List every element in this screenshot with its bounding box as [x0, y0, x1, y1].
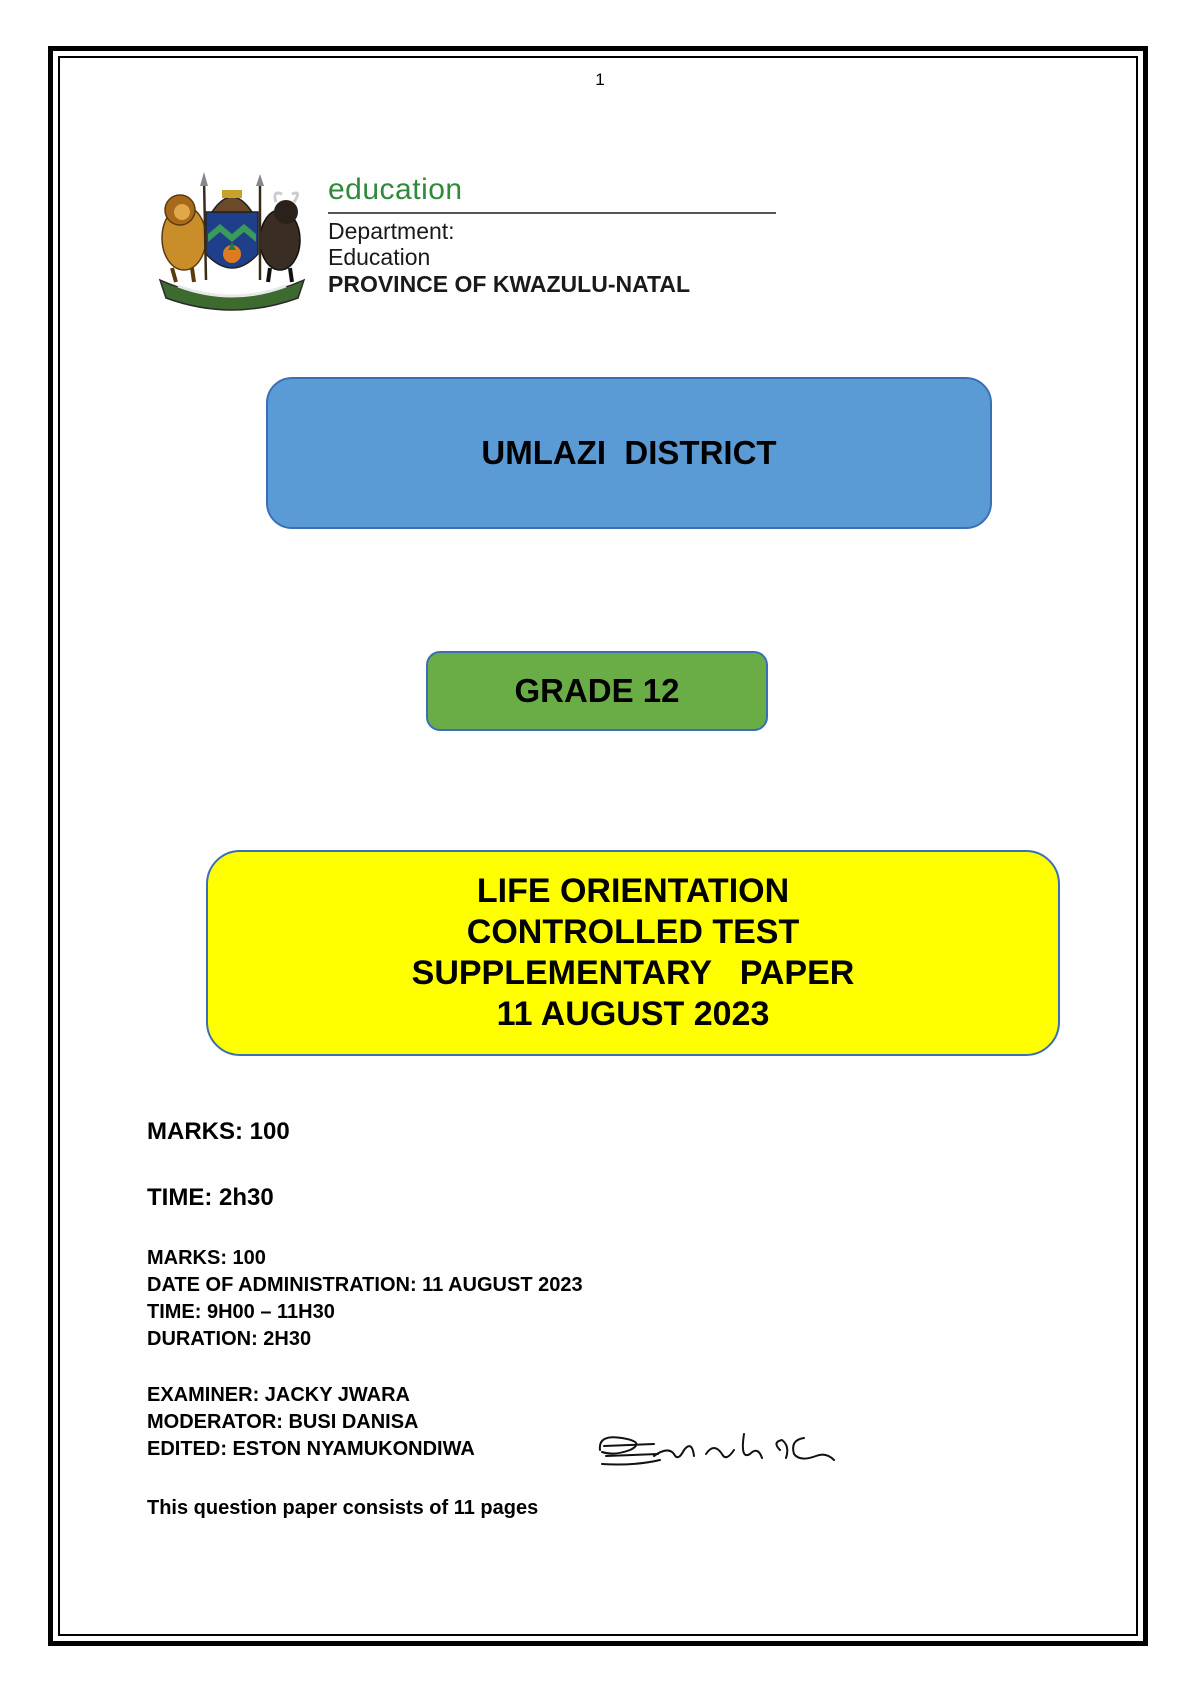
pages-note: This question paper consists of 11 pages: [147, 1497, 539, 1519]
logo-department-name: Education: [328, 244, 431, 270]
logo-text: [328, 174, 778, 298]
examiner: EXAMINER: JACKY JWARA: [147, 1384, 410, 1406]
administration-details: [147, 1245, 583, 1353]
moderator: MODERATOR: BUSI DANISA: [147, 1411, 419, 1433]
staff-details: [147, 1382, 475, 1463]
time-summary: TIME: 2h30: [147, 1184, 274, 1211]
coat-of-arms-icon: [148, 172, 316, 312]
subject-line: SUPPLEMENTARY PAPER: [411, 954, 855, 992]
grade-banner: [426, 651, 768, 731]
editor: EDITED: ESTON NYAMUKONDIWA: [147, 1438, 475, 1460]
details-marks: MARKS: 100: [147, 1247, 266, 1269]
subject-line: LIFE ORIENTATION: [476, 872, 790, 910]
page-number: 1: [595, 70, 605, 89]
district-banner: [266, 377, 992, 529]
district-title: UMLAZI DISTRICT: [481, 434, 777, 471]
logo-wordmark: education: [328, 173, 463, 206]
marks-summary: MARKS: 100: [147, 1118, 290, 1145]
logo-divider: [328, 212, 776, 214]
department-logo: [148, 172, 782, 312]
subject-line: CONTROLLED TEST: [466, 913, 800, 951]
details-duration: DURATION: 2H30: [147, 1328, 312, 1350]
logo-province: PROVINCE OF KWAZULU-NATAL: [328, 271, 691, 297]
details-date: DATE OF ADMINISTRATION: 11 AUGUST 2023: [147, 1274, 583, 1296]
details-time: TIME: 9H00 – 11H30: [147, 1301, 335, 1323]
logo-department-label: Department:: [328, 218, 455, 244]
subject-date: 11 AUGUST 2023: [496, 995, 770, 1033]
grade-title: GRADE 12: [514, 672, 680, 709]
signature: [594, 1420, 870, 1476]
subject-banner: [206, 850, 1060, 1056]
